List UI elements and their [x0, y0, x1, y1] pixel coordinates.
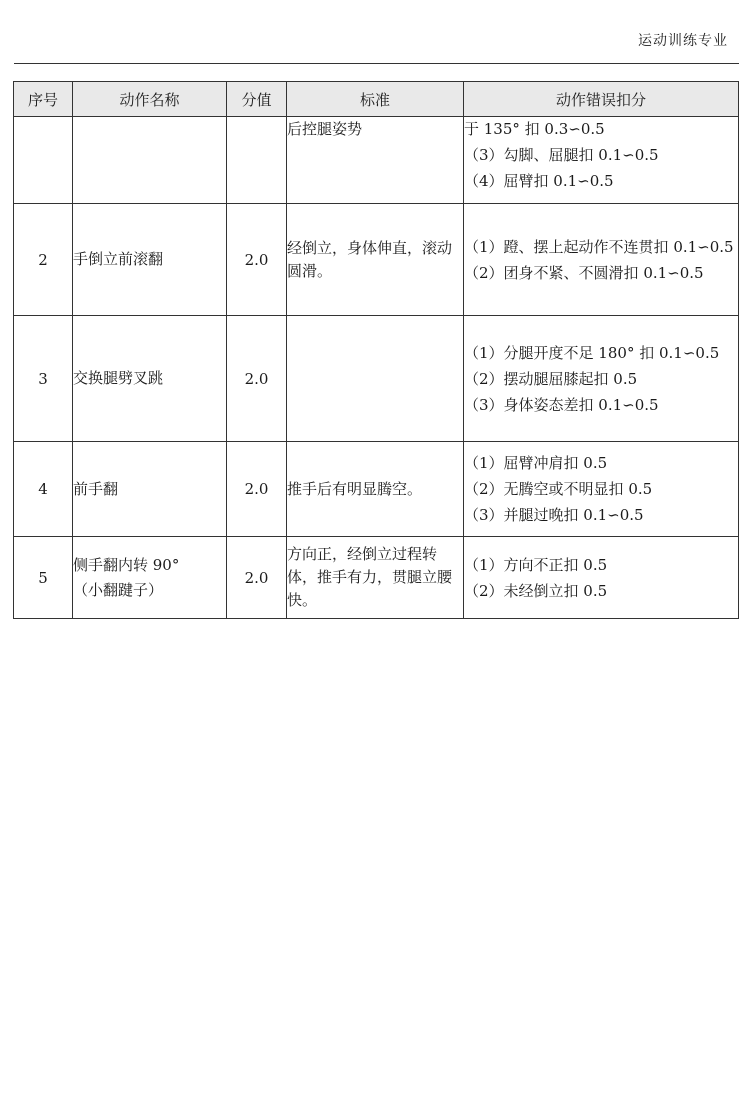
- cell-name: [73, 117, 227, 204]
- cell-standard: [287, 316, 464, 442]
- name-line: 手倒立前滚翻: [73, 250, 164, 268]
- cell-name: [73, 316, 227, 442]
- cell-no: 4: [14, 442, 73, 537]
- header-no: 序号: [14, 82, 73, 117]
- error-item: （1）屈臂冲肩扣 0.5: [464, 454, 608, 472]
- error-item: （2）摆动腿屈膝起扣 0.5: [464, 369, 638, 388]
- table-row: [14, 537, 739, 619]
- table-row: [14, 117, 739, 204]
- name-line: 侧手翻内转 90°: [73, 555, 180, 574]
- header-score: 分值: [227, 82, 287, 117]
- error-item: （2）未经倒立扣 0.5: [464, 581, 608, 600]
- cell-standard: [287, 442, 464, 537]
- error-item: （2）团身不紧、不圆滑扣 0.1∽0.5: [464, 263, 704, 282]
- name-line: 前手翻: [73, 479, 119, 498]
- table-row: [14, 204, 739, 316]
- cell-name: [73, 442, 227, 537]
- header-name: 动作名称: [73, 82, 227, 117]
- cell-score: 2.0: [227, 537, 287, 619]
- header-standard: 标准: [287, 82, 464, 117]
- cell-errors: [464, 204, 739, 316]
- cell-name: [73, 537, 227, 619]
- cell-score: [227, 117, 287, 204]
- name-line: （小翻踺子）: [73, 580, 164, 599]
- name-line: 交换腿劈叉跳: [73, 369, 164, 387]
- cell-errors: [464, 537, 739, 619]
- table-row: [14, 316, 739, 442]
- error-item: （1）方向不正扣 0.5: [464, 555, 608, 574]
- cell-score: 2.0: [227, 204, 287, 316]
- error-item: （1）蹬、摆上起动作不连贯扣 0.1∽0.5: [464, 237, 734, 256]
- cell-score: 2.0: [227, 316, 287, 442]
- cell-standard: [287, 537, 464, 619]
- error-item: （3）并腿过晚扣 0.1∽0.5: [464, 506, 644, 524]
- standard-text: 经倒立，身体伸直，滚动圆滑。: [287, 238, 453, 280]
- cell-errors: [464, 117, 739, 204]
- cell-errors: [464, 442, 739, 537]
- error-item: （3）勾脚、屈腿扣 0.1∽0.5: [464, 146, 659, 164]
- standard-text: 方向正，经倒立过程转体，推手有力，贯腿立腰快。: [287, 545, 453, 609]
- page-header-label: 运动训练专业: [638, 33, 728, 49]
- header-errors: 动作错误扣分: [464, 82, 739, 117]
- cell-standard: [287, 117, 464, 204]
- cell-errors: [464, 316, 739, 442]
- error-item: （3）身体姿态差扣 0.1∽0.5: [464, 395, 659, 414]
- error-item: （1）分腿开度不足 180° 扣 0.1∽0.5: [464, 343, 720, 362]
- cell-no: 2: [14, 204, 73, 316]
- cell-score: 2.0: [227, 442, 287, 537]
- cell-no: 3: [14, 316, 73, 442]
- error-item: 于 135° 扣 0.3∽0.5: [464, 120, 605, 138]
- error-item: （2）无腾空或不明显扣 0.5: [464, 480, 653, 498]
- standard-text: 推手后有明显腾空。: [287, 479, 423, 498]
- table-header-row: [14, 82, 739, 117]
- header-divider: [14, 63, 739, 64]
- scoring-table: [13, 81, 739, 619]
- cell-standard: [287, 204, 464, 316]
- error-item: （4）屈臂扣 0.1∽0.5: [464, 172, 614, 190]
- table-row: [14, 442, 739, 537]
- cell-no: [14, 117, 73, 204]
- cell-name: [73, 204, 227, 316]
- standard-text: 后控腿姿势: [287, 120, 363, 138]
- cell-no: 5: [14, 537, 73, 619]
